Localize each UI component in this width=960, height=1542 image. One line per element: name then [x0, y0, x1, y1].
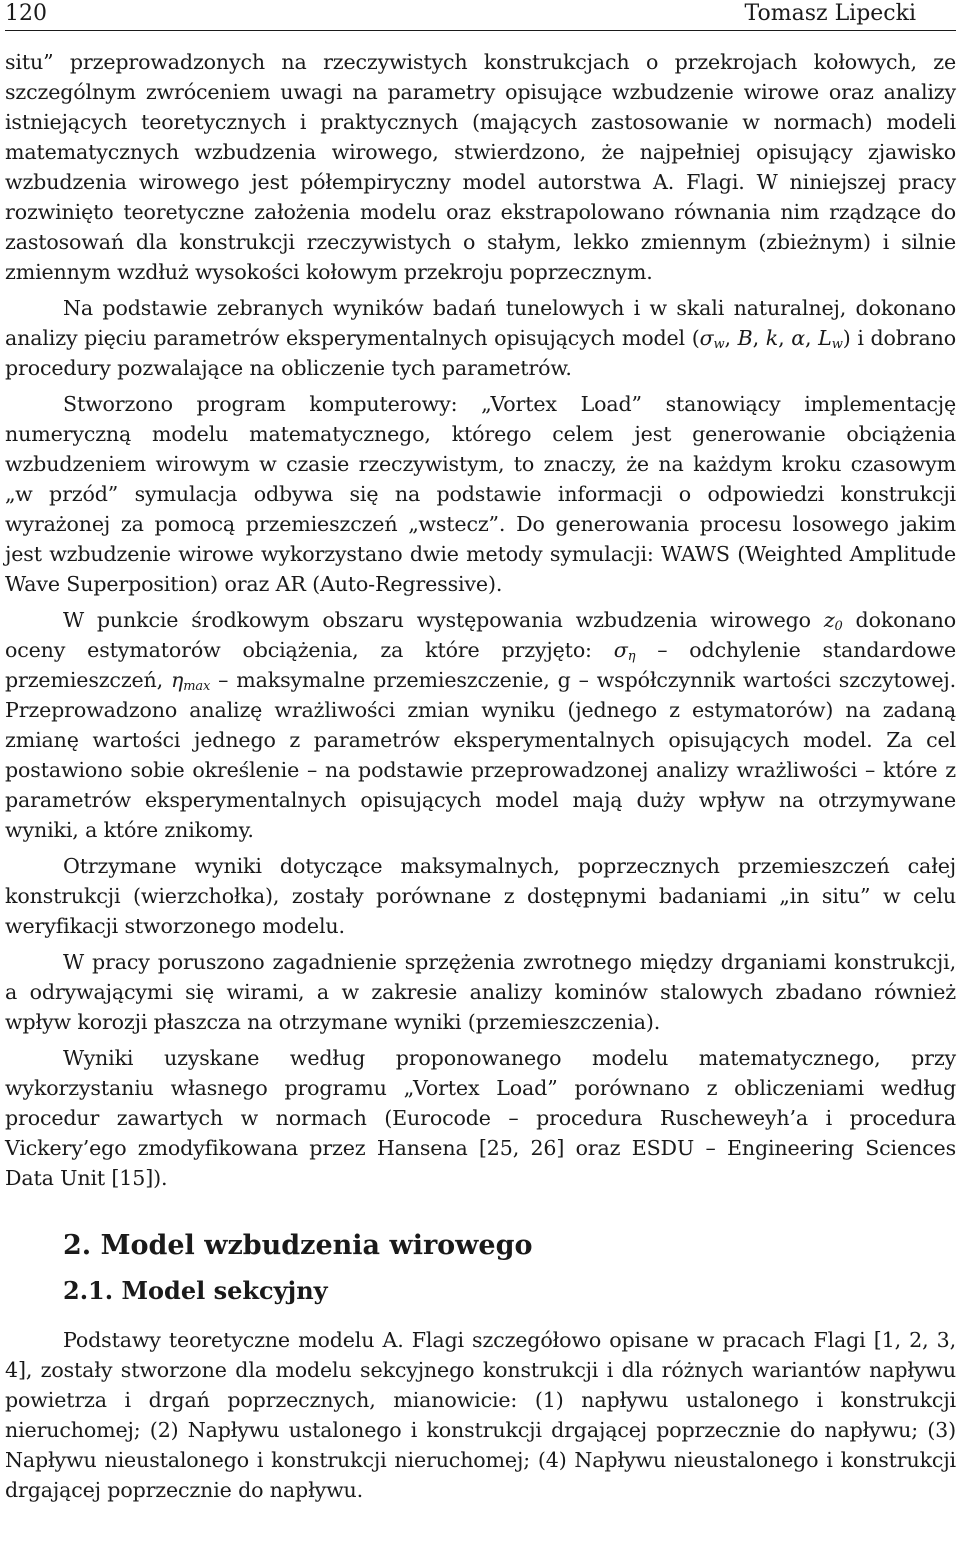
- text-run: ,: [752, 326, 766, 350]
- paragraph-4: [5, 605, 956, 845]
- section-heading: 2. Model wzbudzenia wirowego: [63, 1230, 533, 1261]
- running-header: [5, 0, 956, 31]
- subsection-heading: 2.1. Model sekcyjny: [63, 1276, 328, 1305]
- symbol-sigma: σ: [613, 638, 628, 662]
- subscript: 0: [834, 619, 843, 634]
- symbol-b: B: [737, 326, 753, 350]
- paragraph-1: situ” przeprowadzonych na rzeczywistych konstrukcjach o przekrojach kołowych, ze szczególnym zwróceniem uwagi na parametry opisujące wzbudzenie wirowe oraz analizy istniejących teoretycznych i praktycznych (mających zastosowanie w normach) modeli matematycznych wzbudzenia wirowego, stwierdzono, że najpełniej opisujący zjawisko wzbudzenia wirowego jest półempiryczny model autorstwa A. Flagi. W niniejszej pracy rozwinięto teoretyczne założenia modelu oraz ekstrapolowano równania nim rządzące do zastosowań dla konstrukcji rzeczywistych o stałym, lekko zmiennym (zbieżnym) i silnie zmiennym wzdłuż wysokości kołowym przekroju poprzecznym.: [5, 50, 956, 284]
- paragraph-2: [5, 293, 956, 383]
- text-run: dokonano oceny estymatorów obciążenia, za które przyjęto:: [5, 608, 957, 662]
- paragraph-6: W pracy poruszono zagadnienie sprzężenia zwrotnego między drganiami konstrukcji, a odrywającymi się wirami, a w zakresie analizy kominów stalowych zbadano również wpływ korozji płaszcza na otrzymane wyniki (przemieszczenia).: [5, 950, 956, 1034]
- text-run: ) i dobrano procedury pozwalające na obliczenie tych parametrów.: [5, 326, 956, 380]
- text-run: W punkcie środkowym obszaru występowania wzbudzenia wirowego: [63, 608, 824, 632]
- symbol-k: k: [765, 326, 779, 350]
- paragraph-3: Stworzono program komputerowy: „Vortex Load” stanowiący implementację numeryczną modelu matematycznego, którego celem jest generowanie obciążenia wzbudzeniem wirowym w czasie rzeczywistym, to znaczy, że na każdym kroku czasowym „w przód” symulacja odbywa się na podstawie informacji o odpowiedzi konstrukcji wyrażonej za pomocą przemieszczeń „wstecz”. Do generowania procesu losowego jakim jest wzbudzenie wirowe wykorzystano dwie metody symulacji: WAWS (Weighted Amplitude Wave Superposition) oraz AR (Auto-Regressive).: [5, 392, 956, 596]
- body-text: [5, 47, 956, 1505]
- subscript: η: [627, 649, 636, 664]
- symbol-eta: η: [171, 668, 184, 692]
- paragraph-7: Wyniki uzyskane według proponowanego modelu matematycznego, przy wykorzystaniu własnego programu „Vortex Load” porównano z obliczeniami według procedur zawartych w normach (Eurocode – procedura Ruscheweyh’a i procedura Vickery’ego zmodyfikowana przez Hansena [25, 26] oraz ESDU – Engineering Sciences Data Unit [15]).: [5, 1046, 956, 1190]
- text-run: ,: [805, 326, 819, 350]
- symbol-z: z: [823, 608, 835, 632]
- text-run: – maksymalne przemieszczenie, g – współczynnik wartości szczytowej. Przeprowadzono analizę wrażliwości zmian wyniku (jednego z estymatorów) na zadaną zmianę wartości jednego z parametrów eksperymentalnych opisujących model. Za cel postawiono sobie określenie – na podstawie przeprowadzonej analizy wrażliwości – które z parametrów eksperymentalnych opisujących model mają duży wpływ na otrzymywane wyniki, a które znikomy.: [5, 668, 956, 842]
- text-run: – odchylenie standardowe przemieszczeń,: [5, 638, 956, 692]
- text-run: Na podstawie zebranych wyników badań tunelowych i w skali naturalnej, dokonano analizy pięciu parametrów eksperymentalnych opisujących model (: [5, 296, 956, 350]
- paragraph-5: Otrzymane wyniki dotyczące maksymalnych, poprzecznych przemieszczeń całej konstrukcji (wierzchołka), zostały porównane z dostępnymi badaniami „in situ” w celu weryfikacji stworzonego modelu.: [5, 854, 956, 938]
- symbol-sigma: σ: [699, 326, 714, 350]
- symbol-l: L: [818, 326, 832, 350]
- subscript: w: [831, 337, 843, 352]
- subscript: w: [713, 337, 725, 352]
- running-head-author: Tomasz Lipecki: [744, 1, 916, 26]
- text-run: ,: [724, 326, 738, 350]
- page-number: 120: [5, 1, 47, 26]
- subscript: max: [183, 679, 211, 694]
- text-run: ,: [778, 326, 792, 350]
- paragraph-8: Podstawy teoretyczne modelu A. Flagi szczegółowo opisane w pracach Flagi [1, 2, 3, 4], zostały stworzone dla modelu sekcyjnego konstrukcji i dla różnych wariantów napływu powietrza i drgań poprzecznych, mianowicie: (1) napływu ustalonego i konstrukcji nieruchomej; (2) Napływu ustalonego i konstrukcji drgającej poprzecznie do napływu; (3) Napływu nieustalonego i konstrukcji nieruchomej; (4) Napływu nieustalonego i konstrukcji drgającej poprzecznie do napływu.: [5, 1328, 956, 1502]
- symbol-alpha: α: [791, 326, 806, 350]
